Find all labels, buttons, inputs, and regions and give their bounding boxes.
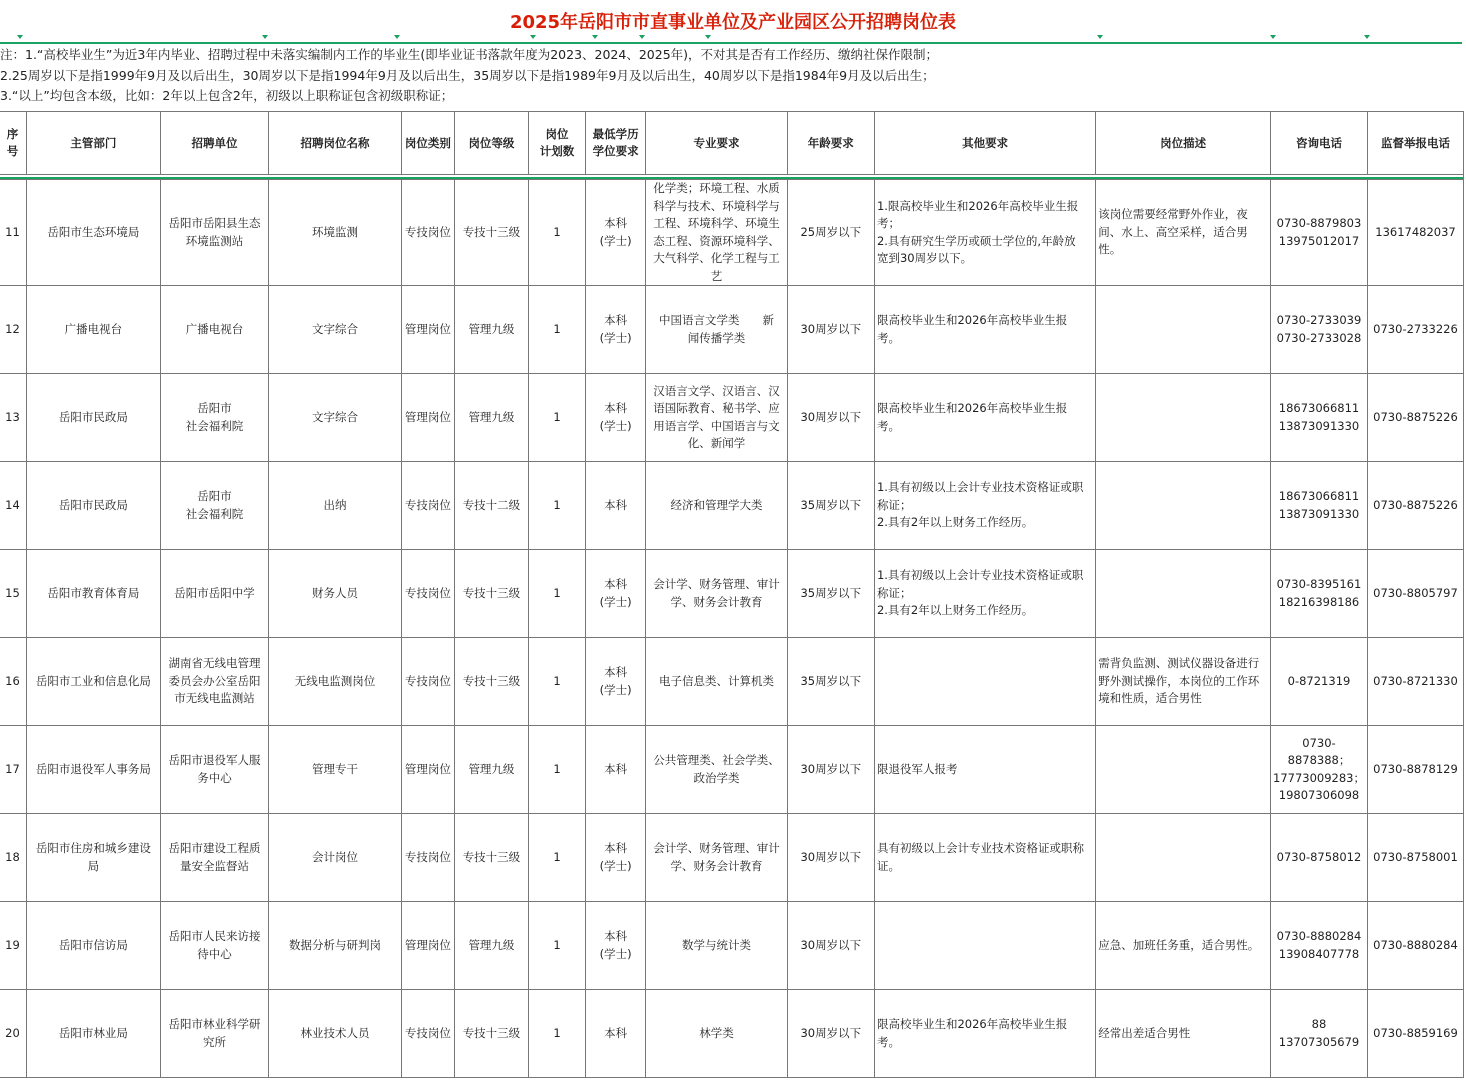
cell-education[interactable]: 本科 (学士)	[585, 814, 646, 902]
cell-report-phone[interactable]: 0730-8880284	[1367, 902, 1463, 990]
cell-position[interactable]: 管理专干	[269, 726, 402, 814]
filter-bar	[0, 35, 1462, 41]
cell-category[interactable]: 管理岗位	[402, 374, 455, 462]
cell-count[interactable]: 1	[529, 374, 586, 462]
cell-description[interactable]	[1096, 726, 1271, 814]
filter-arrow-icon[interactable]	[530, 35, 536, 39]
cell-major[interactable]: 会计学、财务管理、审计 学、财务会计教育	[646, 814, 787, 902]
cell-phone[interactable]: 0730-8395161 18216398186	[1271, 550, 1368, 638]
table-row	[0, 180, 1464, 286]
cell-index[interactable]: 16	[0, 638, 26, 726]
filter-arrow-icon[interactable]	[705, 35, 711, 39]
cell-major[interactable]: 化学类；环境工程、水质 科学与技术、环境科学与 工程、环境科学、环境生 态工程、资源环境科学、 大气科学、化学工程与工 艺	[646, 180, 787, 286]
note-line: 2.25周岁以下是指1999年9月及以后出生，30周岁以下是指1994年9月及以后出生，35周岁以下是指1989年9月及以后出生，40周岁以下是指1984年9月及以后出生；	[0, 67, 935, 83]
cell-department[interactable]: 岳阳市住房和城乡建设 局	[26, 814, 160, 902]
cell-department[interactable]: 岳阳市退役军人事务局	[26, 726, 160, 814]
cell-major[interactable]: 公共管理类、社会学类、 政治学类	[646, 726, 787, 814]
table-row	[0, 462, 1464, 550]
cell-level[interactable]: 管理九级	[454, 286, 528, 374]
cell-category[interactable]: 管理岗位	[402, 902, 455, 990]
cell-description[interactable]	[1096, 374, 1271, 462]
cell-position[interactable]: 文字综合	[269, 374, 402, 462]
cell-count[interactable]: 1	[529, 990, 586, 1078]
cell-unit[interactable]: 岳阳市岳阳县生态 环境监测站	[160, 180, 268, 286]
cell-age[interactable]: 25周岁以下	[787, 180, 874, 286]
cell-department[interactable]: 岳阳市民政局	[26, 462, 160, 550]
cell-unit[interactable]: 岳阳市林业科学研 究所	[160, 990, 268, 1078]
cell-department[interactable]: 岳阳市信访局	[26, 902, 160, 990]
cell-age[interactable]: 35周岁以下	[787, 462, 874, 550]
cell-major[interactable]: 经济和管理学大类	[646, 462, 787, 550]
cell-unit[interactable]: 广播电视台	[160, 286, 268, 374]
cell-other-req[interactable]: 具有初级以上会计专业技术资格证或职称 证。	[874, 814, 1095, 902]
table-row	[0, 374, 1464, 462]
cell-phone[interactable]: 0730-8758012	[1271, 814, 1368, 902]
cell-index[interactable]: 19	[0, 902, 26, 990]
cell-other-req[interactable]: 1.具有初级以上会计专业技术资格证或职 称证； 2.具有2年以上财务工作经历。	[874, 462, 1095, 550]
cell-major[interactable]: 中国语言文学类 新 闻传播学类	[646, 286, 787, 374]
cell-index[interactable]: 17	[0, 726, 26, 814]
table-row	[0, 638, 1464, 726]
filter-arrow-icon[interactable]	[17, 35, 23, 39]
cell-category[interactable]: 专技岗位	[402, 814, 455, 902]
cell-phone[interactable]: 88 13707305679	[1271, 990, 1368, 1078]
table-row	[0, 814, 1464, 902]
cell-age[interactable]: 30周岁以下	[787, 814, 874, 902]
cell-department[interactable]: 岳阳市林业局	[26, 990, 160, 1078]
cell-education[interactable]: 本科 (学士)	[585, 180, 646, 286]
cell-department[interactable]: 岳阳市工业和信息化局	[26, 638, 160, 726]
col-header[interactable]: 其他要求	[874, 112, 1095, 175]
filter-arrow-icon[interactable]	[1270, 35, 1276, 39]
cell-index[interactable]: 20	[0, 990, 26, 1078]
cell-report-phone[interactable]: 0730-8875226	[1367, 374, 1463, 462]
cell-unit[interactable]: 岳阳市退役军人服 务中心	[160, 726, 268, 814]
jobs-table	[0, 111, 1464, 1078]
cell-age[interactable]: 30周岁以下	[787, 990, 874, 1078]
cell-index[interactable]: 12	[0, 286, 26, 374]
cell-position[interactable]: 出纳	[269, 462, 402, 550]
col-header[interactable]: 岗位类别	[402, 112, 455, 175]
table-row	[0, 726, 1464, 814]
cell-category[interactable]: 专技岗位	[402, 462, 455, 550]
cell-index[interactable]: 14	[0, 462, 26, 550]
cell-other-req[interactable]: 1.限高校毕业生和2026年高校毕业生报 考； 2.具有研究生学历或硕士学位的,年龄放 宽到30周岁以下。	[874, 180, 1095, 286]
cell-level[interactable]: 专技十三级	[454, 814, 528, 902]
cell-level[interactable]: 专技十三级	[454, 990, 528, 1078]
cell-major[interactable]: 林学类	[646, 990, 787, 1078]
cell-description[interactable]: 应急、加班任务重，适合男性。	[1096, 902, 1271, 990]
notes	[0, 45, 938, 107]
cell-category[interactable]: 管理岗位	[402, 726, 455, 814]
cell-report-phone[interactable]: 0730-8758001	[1367, 814, 1463, 902]
cell-other-req[interactable]: 限高校毕业生和2026年高校毕业生报 考。	[874, 990, 1095, 1078]
cell-report-phone[interactable]: 0730-8878129	[1367, 726, 1463, 814]
page-title: 2025年岳阳市市直事业单位及产业园区公开招聘岗位表	[509, 12, 957, 33]
cell-education[interactable]: 本科	[585, 726, 646, 814]
cell-phone[interactable]: 0730-2733039 0730-2733028	[1271, 286, 1368, 374]
table-row	[0, 990, 1464, 1078]
cell-phone[interactable]: 0-8721319	[1271, 638, 1368, 726]
cell-category[interactable]: 专技岗位	[402, 638, 455, 726]
cell-age[interactable]: 30周岁以下	[787, 902, 874, 990]
cell-description[interactable]: 需背负监测、测试仪器设备进行 野外测试操作，本岗位的工作环 境和性质，适合男性	[1096, 638, 1271, 726]
cell-index[interactable]: 13	[0, 374, 26, 462]
cell-index[interactable]: 11	[0, 180, 26, 286]
cell-phone[interactable]: 18673066811 13873091330	[1271, 374, 1368, 462]
cell-position[interactable]: 财务人员	[269, 550, 402, 638]
cell-phone[interactable]: 0730-8878388； 17773009283； 19807306098	[1271, 726, 1368, 814]
cell-level[interactable]: 专技十三级	[454, 638, 528, 726]
col-header[interactable]: 序号	[0, 112, 26, 175]
cell-level[interactable]: 管理九级	[454, 902, 528, 990]
cell-age[interactable]: 35周岁以下	[787, 638, 874, 726]
col-header[interactable]: 主管部门	[26, 112, 160, 175]
cell-description[interactable]	[1096, 286, 1271, 374]
note-line: 注：1.“高校毕业生”为近3年内毕业、招聘过程中未落实编制内工作的毕业生(即毕业证书落款年度为2023、2024、2025年)，不对其是否有工作经历、缴纳社保作限制；	[0, 47, 939, 62]
col-header[interactable]: 岗位描述	[1096, 112, 1271, 175]
cell-education[interactable]: 本科 (学士)	[585, 286, 646, 374]
cell-position[interactable]: 无线电监测岗位	[269, 638, 402, 726]
cell-index[interactable]: 15	[0, 550, 26, 638]
cell-unit[interactable]: 湖南省无线电管理 委员会办公室岳阳 市无线电监测站	[160, 638, 268, 726]
cell-count[interactable]: 1	[529, 286, 586, 374]
selection-line	[0, 42, 1462, 44]
col-header[interactable]: 招聘单位	[160, 112, 268, 175]
cell-phone[interactable]: 0730-8879803 13975012017	[1271, 180, 1368, 286]
filter-arrow-icon[interactable]	[262, 35, 268, 39]
cell-description[interactable]: 该岗位需要经常野外作业，夜 间、水上、高空采样，适合男 性。	[1096, 180, 1271, 286]
cell-index[interactable]: 18	[0, 814, 26, 902]
cell-position[interactable]: 会计岗位	[269, 814, 402, 902]
col-header[interactable]: 岗位 计划数	[529, 112, 586, 175]
cell-level[interactable]: 管理九级	[454, 726, 528, 814]
cell-department[interactable]: 岳阳市生态环境局	[26, 180, 160, 286]
col-header[interactable]: 咨询电话	[1271, 112, 1368, 175]
cell-other-req[interactable]	[874, 902, 1095, 990]
cell-level[interactable]: 专技十三级	[454, 180, 528, 286]
cell-department[interactable]: 广播电视台	[26, 286, 160, 374]
cell-education[interactable]: 本科 (学士)	[585, 550, 646, 638]
cell-unit[interactable]: 岳阳市人民来访接 待中心	[160, 902, 268, 990]
cell-count[interactable]: 1	[529, 814, 586, 902]
cell-age[interactable]: 30周岁以下	[787, 726, 874, 814]
filter-arrow-icon[interactable]	[394, 35, 400, 39]
cell-age[interactable]: 30周岁以下	[787, 286, 874, 374]
cell-education[interactable]: 本科 (学士)	[585, 638, 646, 726]
cell-position[interactable]: 环境监测	[269, 180, 402, 286]
cell-phone[interactable]: 18673066811 13873091330	[1271, 462, 1368, 550]
cell-unit[interactable]: 岳阳市 社会福利院	[160, 374, 268, 462]
cell-education[interactable]: 本科 (学士)	[585, 902, 646, 990]
col-header[interactable]: 岗位等级	[454, 112, 528, 175]
cell-position[interactable]: 数据分析与研判岗	[269, 902, 402, 990]
filter-arrow-icon[interactable]	[1097, 35, 1103, 39]
cell-unit[interactable]: 岳阳市岳阳中学	[160, 550, 268, 638]
cell-department[interactable]: 岳阳市教育体育局	[26, 550, 160, 638]
cell-category[interactable]: 专技岗位	[402, 990, 455, 1078]
cell-category[interactable]: 管理岗位	[402, 286, 455, 374]
filter-arrow-icon[interactable]	[1364, 35, 1370, 39]
col-header[interactable]: 最低学历 学位要求	[585, 112, 646, 175]
cell-unit[interactable]: 岳阳市建设工程质 量安全监督站	[160, 814, 268, 902]
cell-description[interactable]	[1096, 814, 1271, 902]
cell-report-phone[interactable]: 0730-8805797	[1367, 550, 1463, 638]
cell-unit[interactable]: 岳阳市 社会福利院	[160, 462, 268, 550]
cell-level[interactable]: 专技十二级	[454, 462, 528, 550]
cell-category[interactable]: 专技岗位	[402, 180, 455, 286]
note-line: 3.“以上”均包含本级，比如：2年以上包含2年，初级以上职称证包含初级职称证；	[0, 88, 454, 103]
cell-age[interactable]: 30周岁以下	[787, 374, 874, 462]
col-header[interactable]: 年龄要求	[787, 112, 874, 175]
cell-report-phone[interactable]: 13617482037	[1367, 180, 1463, 286]
cell-report-phone[interactable]: 0730-2733226	[1367, 286, 1463, 374]
cell-count[interactable]: 1	[529, 902, 586, 990]
cell-report-phone[interactable]: 0730-8721330	[1367, 638, 1463, 726]
cell-count[interactable]: 1	[529, 462, 586, 550]
cell-other-req[interactable]	[874, 638, 1095, 726]
col-header[interactable]: 监督举报电话	[1367, 112, 1463, 175]
cell-major[interactable]: 会计学、财务管理、审计 学、财务会计教育	[646, 550, 787, 638]
col-header[interactable]: 招聘岗位名称	[269, 112, 402, 175]
cell-category[interactable]: 专技岗位	[402, 550, 455, 638]
cell-other-req[interactable]: 限高校毕业生和2026年高校毕业生报 考。	[874, 286, 1095, 374]
cell-education[interactable]: 本科	[585, 990, 646, 1078]
cell-description[interactable]	[1096, 550, 1271, 638]
cell-major[interactable]: 汉语言文学、汉语言、汉 语国际教育、秘书学、应 用语言学、中国语言与文 化、新闻学	[646, 374, 787, 462]
cell-count[interactable]: 1	[529, 550, 586, 638]
table-row	[0, 902, 1464, 990]
cell-education[interactable]: 本科	[585, 462, 646, 550]
cell-position[interactable]: 文字综合	[269, 286, 402, 374]
cell-age[interactable]: 35周岁以下	[787, 550, 874, 638]
cell-count[interactable]: 1	[529, 638, 586, 726]
cell-description[interactable]: 经常出差适合男性	[1096, 990, 1271, 1078]
cell-level[interactable]: 管理九级	[454, 374, 528, 462]
filter-arrow-icon[interactable]	[592, 35, 598, 39]
cell-description[interactable]	[1096, 462, 1271, 550]
col-header[interactable]: 专业要求	[646, 112, 787, 175]
table-row	[0, 286, 1464, 374]
cell-major[interactable]: 电子信息类、计算机类	[646, 638, 787, 726]
cell-level[interactable]: 专技十三级	[454, 550, 528, 638]
cell-other-req[interactable]: 限退役军人报考	[874, 726, 1095, 814]
cell-major[interactable]: 数学与统计类	[646, 902, 787, 990]
cell-department[interactable]: 岳阳市民政局	[26, 374, 160, 462]
cell-count[interactable]: 1	[529, 726, 586, 814]
cell-count[interactable]: 1	[529, 180, 586, 286]
cell-position[interactable]: 林业技术人员	[269, 990, 402, 1078]
table-row	[0, 550, 1464, 638]
filter-arrow-icon[interactable]	[639, 35, 645, 39]
cell-other-req[interactable]: 1.具有初级以上会计专业技术资格证或职 称证； 2.具有2年以上财务工作经历。	[874, 550, 1095, 638]
cell-education[interactable]: 本科 (学士)	[585, 374, 646, 462]
header-row	[0, 112, 1464, 175]
cell-report-phone[interactable]: 0730-8875226	[1367, 462, 1463, 550]
cell-phone[interactable]: 0730-8880284 13908407778	[1271, 902, 1368, 990]
cell-report-phone[interactable]: 0730-8859169	[1367, 990, 1463, 1078]
cell-other-req[interactable]: 限高校毕业生和2026年高校毕业生报 考。	[874, 374, 1095, 462]
